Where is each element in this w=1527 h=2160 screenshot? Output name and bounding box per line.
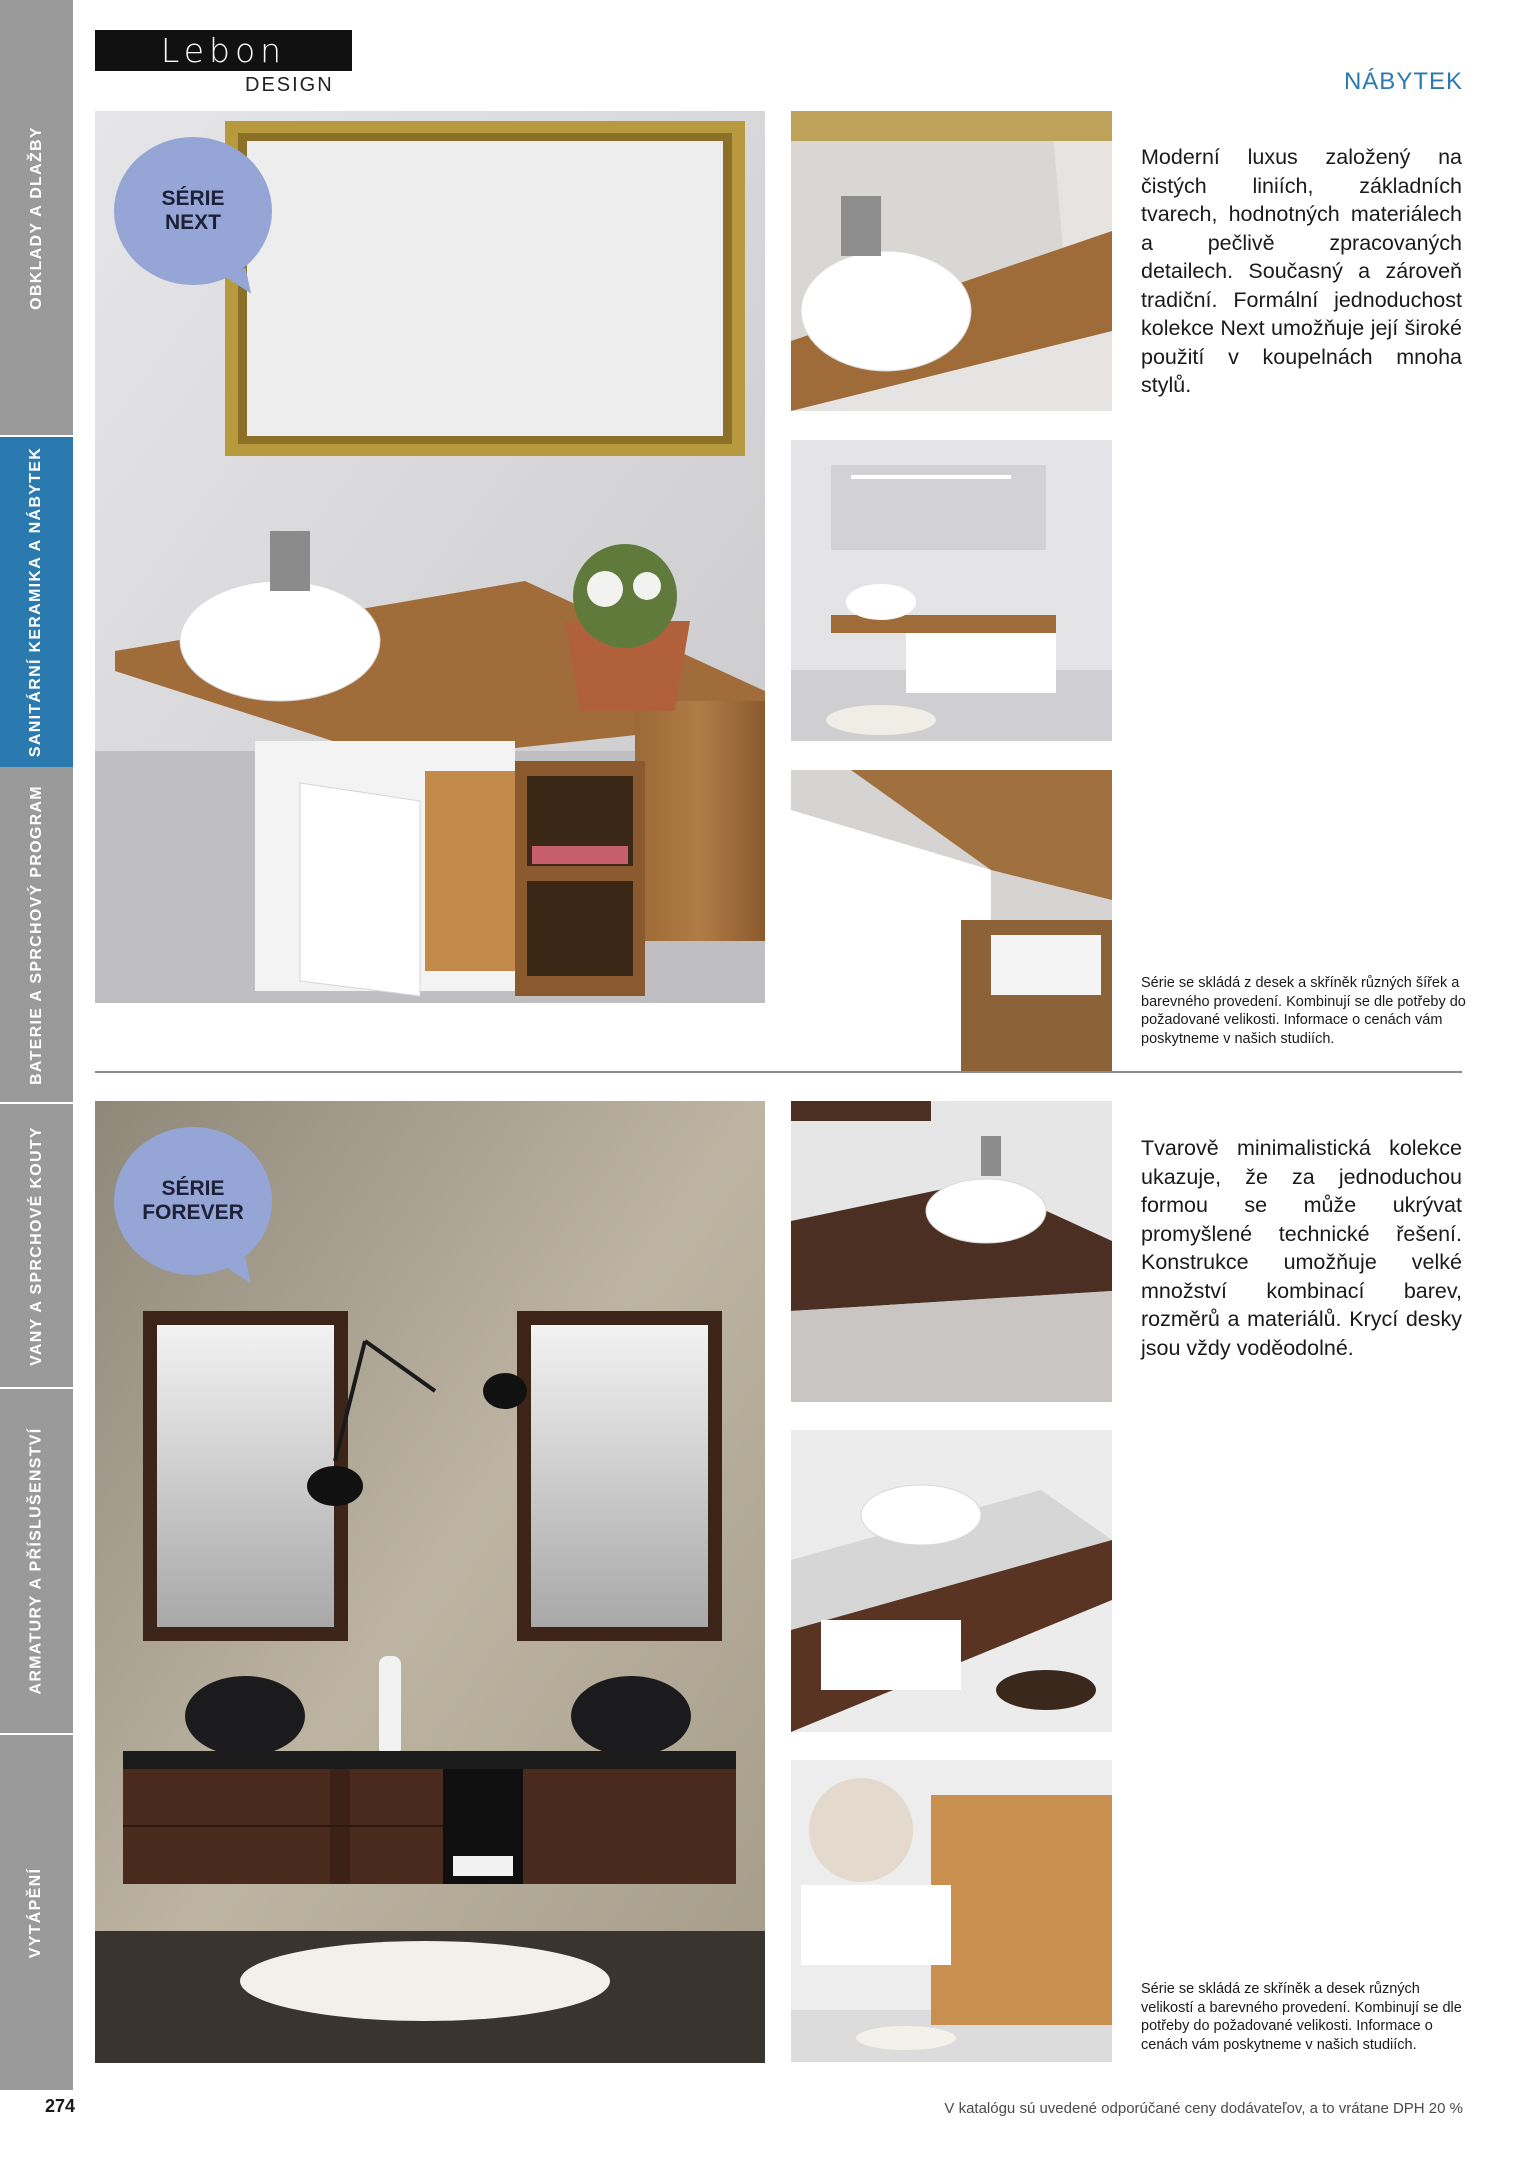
forever-room-photo bbox=[791, 1760, 1112, 2062]
logo-subtitle: DESIGN bbox=[245, 74, 334, 96]
series-next-description: Moderní luxus založený na čistých liniích, základních tvarech, hodnotných materiálech a pečlivě zpracovaných detailech. Současný a zároveň tradiční. Formální jednoduchost kolekce Next umožňuje její široké použití v koupelnách mnoha stylů. bbox=[1141, 145, 1462, 397]
category-sidebar bbox=[0, 0, 73, 2090]
section-divider bbox=[95, 1071, 1462, 1073]
sidebar-item-label: OBKLADY A DLAŽBY bbox=[27, 125, 45, 310]
sidebar-item-label: SANITÁRNÍ KERAMIKA A NÁBYTEK bbox=[27, 446, 45, 758]
section-title: NÁBYTEK bbox=[1343, 68, 1463, 95]
series-forever-note: Série se skládá ze skříněk a desek různých velikostí a barevného provedení. Kombinují se dle potřeby do požadované velikosti. Informace o cenách vám poskytneme v našich studiích. bbox=[1141, 1981, 1462, 2053]
series-next-note: Série se skládá z desek a skříněk různých šířek a barevného provedení. Kombinují se dle potřeby do požadované velikosti. Informace o cenách vám poskytneme v našich studiích. bbox=[1141, 975, 1466, 1047]
sidebar-item-vytapeni[interactable] bbox=[0, 1735, 73, 2090]
footer-disclaimer: V katalógu sú uvedené odporúčané ceny dodávateľov, a to vrátane DPH 20 % bbox=[944, 2100, 1463, 2117]
series-forever-bubble bbox=[114, 1127, 272, 1275]
sidebar-item-vany[interactable] bbox=[0, 1104, 73, 1389]
sidebar-item-sanitarni[interactable] bbox=[0, 437, 73, 767]
sidebar-item-obklady[interactable] bbox=[0, 0, 73, 437]
sidebar-item-label: BATERIE A SPRCHOVÝ PROGRAM bbox=[27, 784, 45, 1085]
forever-drawer-photo bbox=[791, 1430, 1112, 1732]
sidebar-item-label: ARMATURY A PŘÍSLUŠENSTVÍ bbox=[27, 1427, 45, 1695]
bubble-line: FOREVER bbox=[142, 1201, 244, 1224]
bubble-line: NEXT bbox=[164, 211, 221, 234]
next-room-photo bbox=[791, 440, 1112, 741]
logo-text: Lebon bbox=[160, 31, 287, 70]
series-forever-description: Tvarově minimalistická kolekce ukazuje, že za jednoduchou formou se může ukrývat promyšlené technické řešení. Konstrukce umožňuje velké množství kombinací barev, rozměrů a materiálů. Krycí desky jsou vždy voděodolné. bbox=[1141, 1136, 1462, 1360]
page-number: 274 bbox=[45, 2096, 76, 2116]
brand-logo[interactable] bbox=[95, 30, 352, 71]
bubble-line: SÉRIE bbox=[161, 1177, 225, 1200]
next-drawer-photo bbox=[791, 770, 1112, 1071]
forever-basin-photo bbox=[791, 1101, 1112, 1402]
series-next-bubble bbox=[114, 137, 272, 285]
sidebar-item-label: VYTÁPĚNÍ bbox=[27, 1867, 45, 1958]
sidebar-item-label: VANY A SPRCHOVÉ KOUTY bbox=[27, 1125, 45, 1366]
next-basin-closeup-photo bbox=[791, 111, 1112, 411]
sidebar-item-baterie[interactable] bbox=[0, 767, 73, 1104]
bubble-line: SÉRIE bbox=[161, 187, 225, 210]
sidebar-item-armatury[interactable] bbox=[0, 1389, 73, 1735]
